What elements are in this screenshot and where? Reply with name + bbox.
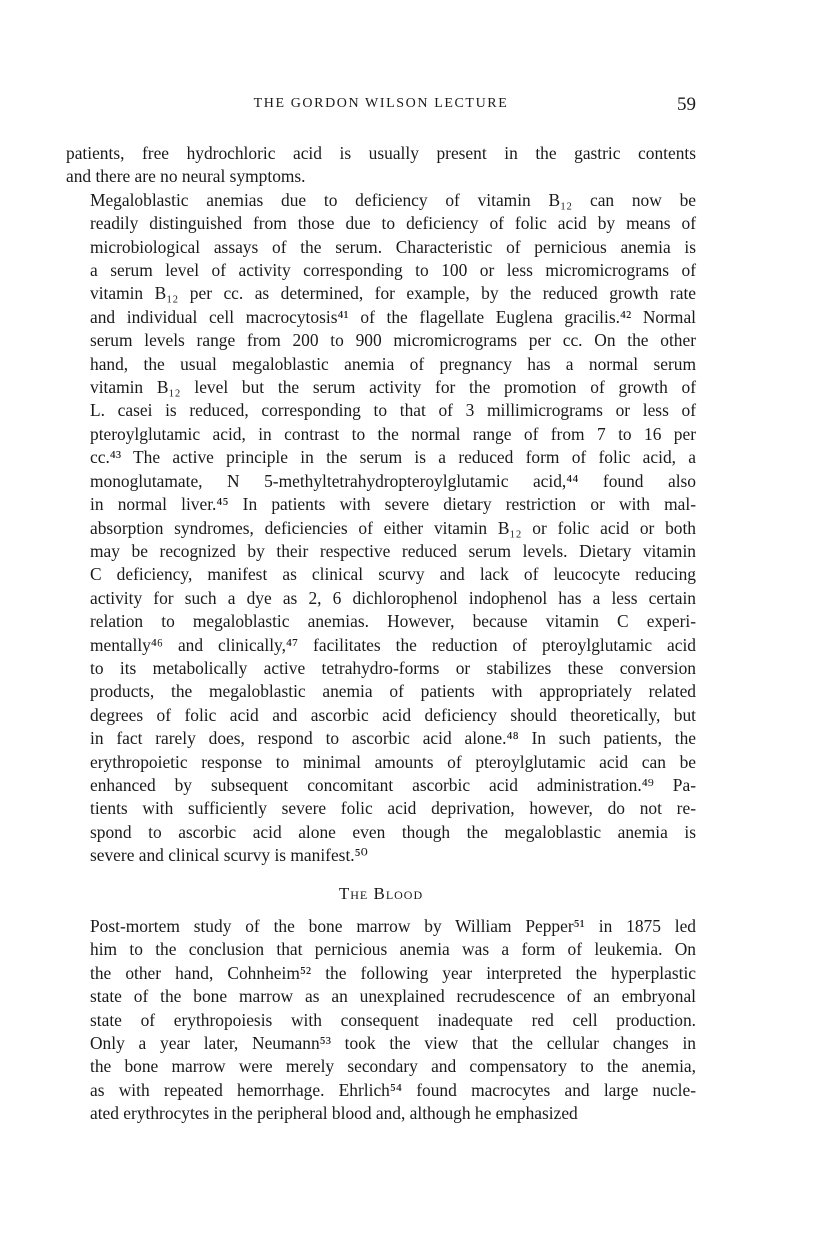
text-line: hand, the usual megaloblastic anemia of pregnancy has a normal serum [90, 353, 696, 374]
text-line: a serum level of activity corresponding to 100 or less micromicrograms of [90, 260, 696, 281]
text-line: tients with sufficiently severe folic acid deprivation, however, do not re- [90, 798, 696, 819]
text-line: microbiological assays of the serum. Characteristic of pernicious anemia is [90, 236, 696, 257]
text-line: the bone marrow were merely secondary and compensatory to the anemia, [90, 1056, 696, 1077]
text-line: activity for such a dye as 2, 6 dichlorophenol indophenol has a less certain [90, 587, 696, 608]
page-number: 59 [677, 94, 696, 115]
text-line: monoglutamate, N 5-methyltetrahydropteroylglutamic acid,⁴⁴ found also [90, 470, 696, 491]
text-line: mentally⁴⁶ and clinically,⁴⁷ facilitates the reduction of pteroylglutamic acid [90, 634, 696, 655]
text-line: enhanced by subsequent concomitant ascorbic acid administration.⁴⁹ Pa- [90, 774, 696, 795]
text-line: products, the megaloblastic anemia of patients with appropriately related [90, 681, 696, 702]
text-line: to its metabolically active tetrahydro-forms or stabilizes these conversion [90, 657, 696, 678]
text-line: severe and clinical scurvy is manifest.⁵⁰ [90, 845, 368, 866]
text-line: C deficiency, manifest as clinical scurvy and lack of leucocyte reducing [90, 564, 696, 585]
text-line: him to the conclusion that pernicious anemia was a form of leukemia. On [90, 939, 696, 960]
text-line: may be recognized by their respective reduced serum levels. Dietary vitamin [90, 540, 696, 561]
text-line: absorption syndromes, deficiencies of either vitamin B₁₂ or folic acid or both [90, 517, 696, 538]
text-line: readily distinguished from those due to deficiency of folic acid by means of [90, 213, 696, 234]
text-line: erythropoietic response to minimal amounts of pteroylglutamic acid can be [90, 751, 696, 772]
section-heading: The Blood [338, 883, 424, 903]
text-line: relation to megaloblastic anemias. However, because vitamin C experi- [90, 611, 696, 632]
article-body [66, 142, 696, 1126]
text-line: state of erythropoiesis with consequent inadequate red cell production. [90, 1009, 696, 1030]
text-line: state of the bone marrow as an unexplained recrudescence of an embryonal [90, 986, 696, 1007]
text-line: L. casei is reduced, corresponding to that of 3 millimicrograms or less of [90, 400, 696, 421]
text-line: vitamin B₁₂ level but the serum activity for the promotion of growth of [90, 377, 696, 398]
text-line: degrees of folic acid and ascorbic acid deficiency should theoretically, but [90, 704, 696, 725]
text-line: cc.⁴³ The active principle in the serum is a reduced form of folic acid, a [90, 447, 696, 468]
text-line: and there are no neural symptoms. [66, 166, 306, 187]
text-line: and individual cell macrocytosis⁴¹ of the flagellate Euglena gracilis.⁴² Normal [90, 306, 696, 327]
text-line: serum levels range from 200 to 900 micromicrograms per cc. On the other [90, 330, 696, 351]
paragraph-continuation [66, 142, 696, 189]
text-line: Post-mortem study of the bone marrow by William Pepper⁵¹ in 1875 led [90, 916, 696, 936]
text-line: spond to ascorbic acid alone even though the megaloblastic anemia is [90, 821, 696, 842]
paragraph-vitamin-assays [66, 189, 696, 868]
text-line: the other hand, Cohnheim⁵² the following year interpreted the hyperplastic [90, 962, 696, 983]
running-title: THE GORDON WILSON LECTURE [253, 96, 509, 111]
text-line: vitamin B₁₂ per cc. as determined, for example, by the reduced growth rate [90, 283, 696, 304]
text-line: patients, free hydrochloric acid is usually present in the gastric contents [66, 143, 696, 163]
running-head [66, 94, 696, 120]
text-line: Megaloblastic anemias due to deficiency of vitamin B₁₂ can now be [90, 189, 696, 210]
text-line: in normal liver.⁴⁵ In patients with severe dietary restriction or with mal- [90, 494, 696, 515]
text-line: in fact rarely does, respond to ascorbic acid alone.⁴⁸ In such patients, the [90, 728, 696, 749]
text-line: ated erythrocytes in the peripheral blood and, although he emphasized [90, 1103, 578, 1124]
paragraph-history [66, 915, 696, 1126]
text-line: as with repeated hemorrhage. Ehrlich⁵⁴ found macrocytes and large nucle- [90, 1079, 696, 1100]
text-line: pteroylglutamic acid, in contrast to the normal range of from 7 to 16 per [90, 423, 696, 444]
text-line: Only a year later, Neumann⁵³ took the view that the cellular changes in [90, 1033, 696, 1054]
